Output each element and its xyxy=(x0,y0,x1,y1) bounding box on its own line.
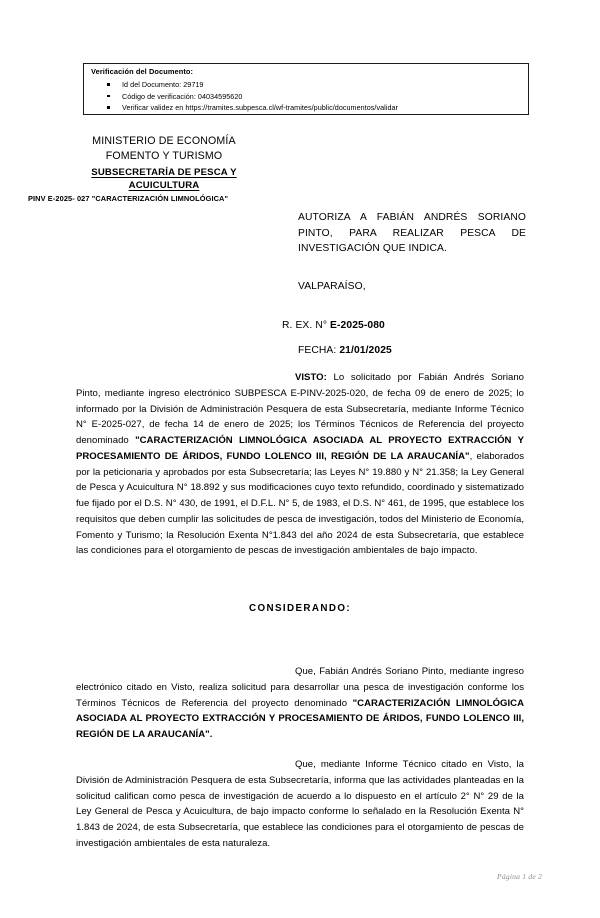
bullet-icon xyxy=(107,106,110,109)
visto-paragraph xyxy=(76,370,524,559)
pinv-reference-code: PINV E-2025- 027 "CARACTERIZACIÓN LIMNOLÓGICA" xyxy=(28,194,229,203)
list-item xyxy=(91,102,398,114)
considerando-heading: CONSIDERANDO: xyxy=(248,603,352,614)
verification-details-list xyxy=(91,79,398,114)
resolution-title: AUTORIZA A FABIÁN ANDRÉS SORIANO PINTO, PARA REALIZAR PESCA DE INVESTIGACIÓN QUE INDICA. xyxy=(298,212,526,255)
visto-project-name: "CARACTERIZACIÓN LIMNOLÓGICA ASOCIADA AL PROYECTO EXTRACCIÓN Y PROCESAMIENTO DE ÁRIDOS, FUNDO LOLENCO III, REGIÓN DE LA ARAUCANÍA" xyxy=(76,435,524,462)
visto-text-part-2: , elaborados por la peticionaria y aprobados por esta Subsecretaría; las Leyes N° 19.880 y N° 21.358; la Ley General de Pesca y Acuicultura N° 18.892 y sus modificaciones cuyo texto refundido, coordinado y sistematizado fue fijado por el D.S. N° 430, de 1991, el D.F.L. N° 5, de 1983, el D.S. N° 461, de 1995, que establece los requisitos que deben cumplir las solicitudes de pesca de investigación, todos del Ministerio de Economía, Fomento y Turismo; la Resolución Exenta N°1.843 del año 2024 de esta Subsecretaría, que establece las condiciones para el otorgamiento de pescas de investigación ambientales de bajo impacto. xyxy=(76,450,524,557)
visto-text-part-1: Lo solicitado por Fabián Andrés Soriano Pinto, mediante ingreso electrónico SUBPESCA E-PINV-2025-020, de fecha 09 de enero de 2025; lo informado por la División de Administración Pesquera de esta Subsecretaría, mediante Informe Técnico N° E-2025-027, de fecha 14 de enero de 2025; los Términos Técnicos de Referencia del proyecto denominado xyxy=(76,372,524,446)
document-verification-box xyxy=(83,63,529,115)
resolution-date-value: 21/01/2025 xyxy=(339,345,392,356)
verification-url: Verificar validez en https://tramites.subpesca.cl/wf-tramites/public/documentos/validar xyxy=(122,103,398,113)
bullet-icon xyxy=(107,83,110,86)
resolution-number-value: E-2025-080 xyxy=(330,320,385,331)
considerando-1-project-name: "CARACTERIZACIÓN LIMNOLÓGICA ASOCIADA AL PROYECTO EXTRACCIÓN Y PROCESAMIENTO DE ÁRIDOS, FUNDO LOLENCO III, REGIÓN DE LA ARAUCANÍA". xyxy=(76,697,524,740)
considerando-paragraph-2 xyxy=(76,757,524,852)
verification-box-title: Verificación del Documento: xyxy=(91,67,194,76)
ministry-line-2: FOMENTO Y TURISMO xyxy=(105,149,223,162)
bullet-icon xyxy=(107,95,110,98)
resolution-date xyxy=(298,345,392,356)
verification-code: Código de verificación: 04034595620 xyxy=(122,91,243,101)
verification-document-id: Id del Documento: 29719 xyxy=(122,80,204,89)
list-item xyxy=(91,91,398,103)
subsecretaria-line-1: SUBSECRETARÍA DE PESCA Y xyxy=(91,167,237,178)
ministry-heading xyxy=(44,134,284,163)
ministry-line-1: MINISTERIO DE ECONOMÍA xyxy=(92,135,236,147)
visto-label: VISTO: xyxy=(295,372,327,383)
considerando-2-text: Que, mediante Informe Técnico citado en Visto, la División de Administración Pesquera de esta Subsecretaría, informa que las actividades planteadas en la solicitud califican como pesca de investigación de acuerdo a lo dispuesto en el artículo 2° N° 29 de la Ley General de Pesca y Acuicultura, de bajo impacto conforme lo señalado en la Resolución Exenta N° 1.843 de 2024, de esta Subsecretaría, que establece las condiciones para el otorgamiento de pescas de investigación ambientales de esta naturaleza. xyxy=(76,759,524,849)
considerando-1-text: Que, Fabián Andrés Soriano Pinto, mediante ingreso electrónico citado en Visto, realiza solicitud para desarrollar una pesca de investigación conforme los Términos Técnicos de Referencia del proyecto denominado xyxy=(76,666,524,709)
resolution-number-label: R. EX. N° xyxy=(282,320,328,331)
page-number-footer: Página 1 de 2 xyxy=(497,872,542,881)
resolution-number xyxy=(282,320,385,331)
list-item xyxy=(91,79,398,91)
resolution-place: VALPARAÍSO, xyxy=(298,281,366,292)
subsecretaria-heading xyxy=(44,166,284,192)
subsecretaria-line-2: ACUICULTURA xyxy=(128,180,200,192)
considerando-paragraph-1 xyxy=(76,664,524,743)
resolution-date-label: FECHA: xyxy=(298,345,337,356)
